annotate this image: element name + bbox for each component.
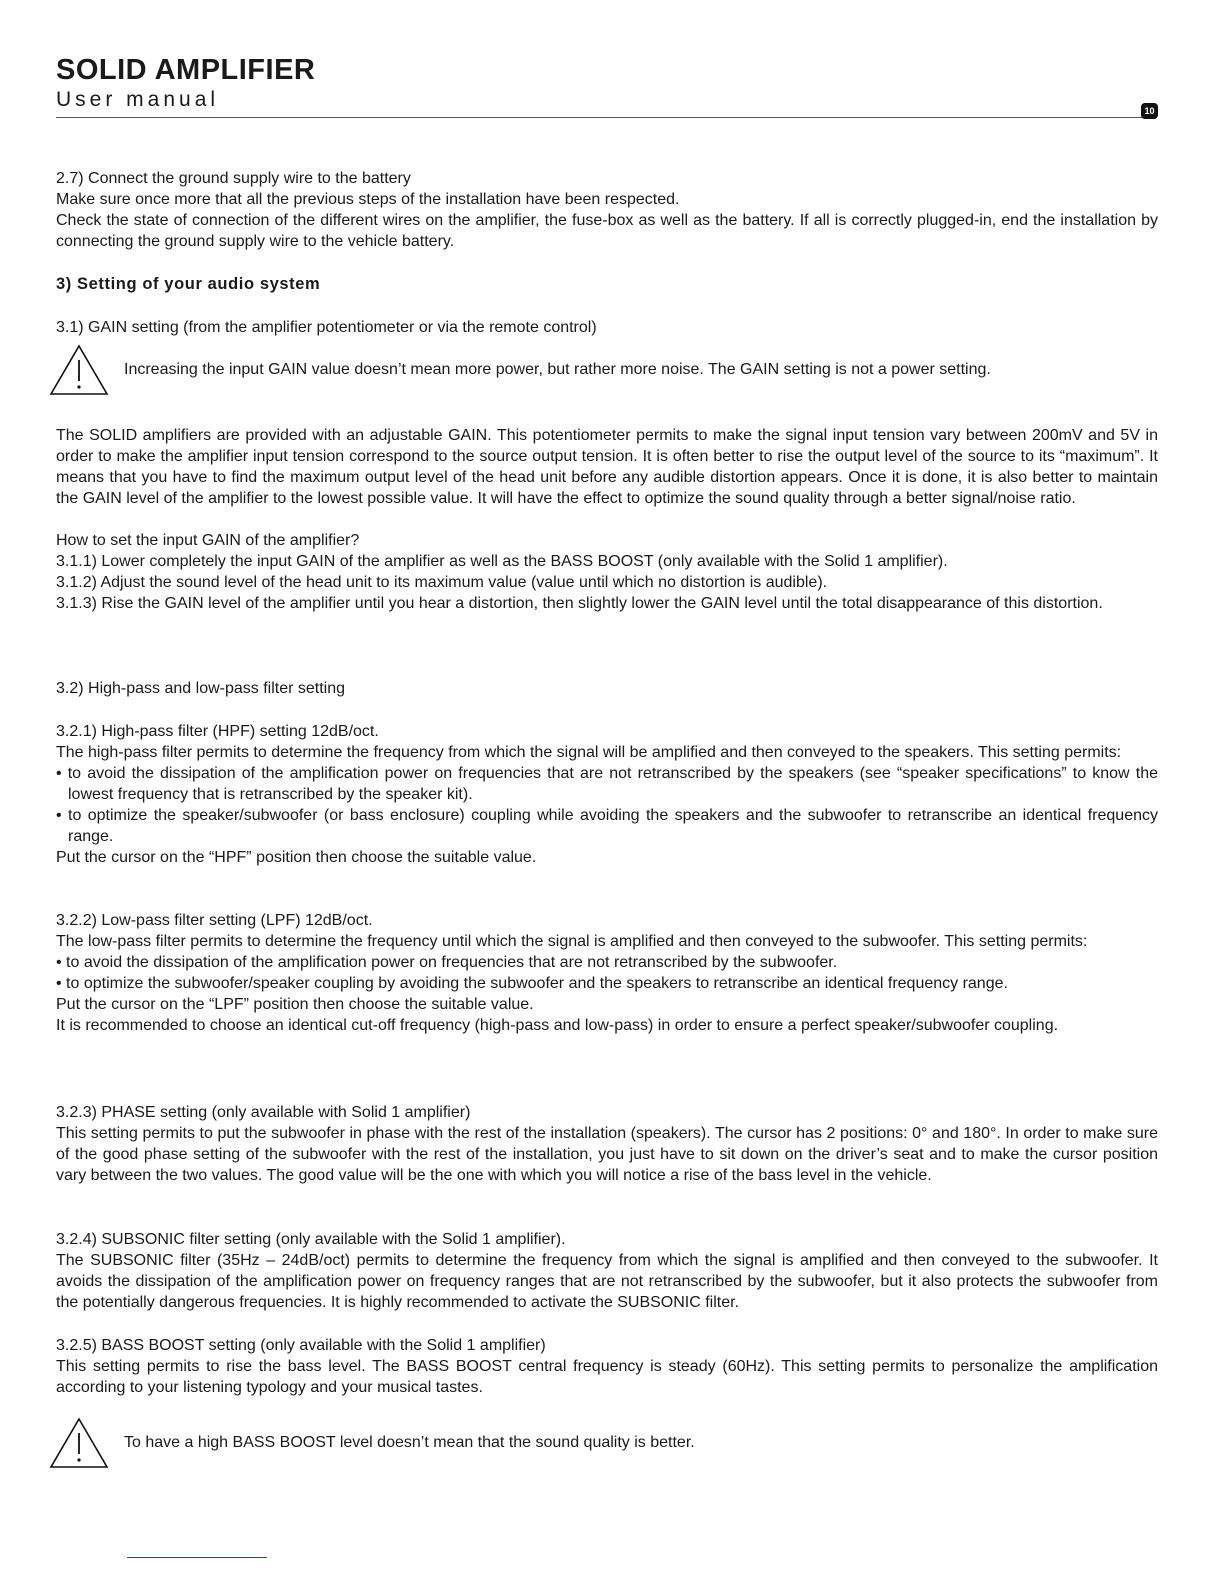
section-3-heading: 3) Setting of your audio system (56, 275, 321, 293)
section-3-2-5 (56, 1335, 1158, 1398)
document-subtitle: User manual (56, 88, 220, 111)
warning-triangle-icon (48, 1416, 110, 1470)
paragraph: Put the cursor on the “LPF” position then choose the suitable value. (56, 996, 534, 1013)
warning-bass-boost (48, 1416, 695, 1470)
bullet-item: • to optimize the subwoofer/speaker coupling by avoiding the subwoofer and the speakers to retranscribe an identical frequency range. (56, 975, 1008, 992)
paragraph: The low-pass filter permits to determine the frequency until which the signal is amplified and then conveyed to the subwoofer. This setting permits: (56, 933, 1088, 950)
section-heading: 3.2) High-pass and low-pass filter setting (56, 680, 346, 697)
header-rule (56, 117, 1156, 118)
section-3-2-2 (56, 910, 1158, 1036)
paragraph: This setting permits to rise the bass level. The BASS BOOST central frequency is steady (60Hz). This setting permits to personalize the amplification according to your listening typology and your musical tastes. (56, 1358, 1158, 1396)
section-3-1-body (56, 425, 1158, 614)
footer-rule (127, 1557, 267, 1558)
paragraph: It is recommended to choose an identical cut-off frequency (high-pass and low-pass) in order to ensure a perfect speaker/subwoofer coupling. (56, 1017, 1059, 1034)
step: 3.1.3) Rise the GAIN level of the amplifier until you hear a distortion, then slightly lower the GAIN level until the total disappearance of this distortion. (56, 595, 1103, 612)
section-2-7 (56, 168, 1158, 252)
paragraph: Put the cursor on the “HPF” position then choose the suitable value. (56, 849, 537, 866)
paragraph: Check the state of connection of the different wires on the amplifier, the fuse-box as well as the battery. If all is correctly plugged-in, end the installation by connecting the ground supply wire to the vehicle battery. (56, 212, 1158, 250)
section-heading: 3.1) GAIN setting (from the amplifier potentiometer or via the remote control) (56, 319, 597, 336)
paragraph: This setting permits to put the subwoofer in phase with the rest of the installation (speakers). The cursor has 2 positions: 0° and 180°. In order to make sure of the good phase setting of the subwoofer with the rest of the installation, you just have to sit down on the driver’s seat and to make the cursor position vary between the two values. The good value will be the one with which you will notice a rise of the bass level in the vehicle. (56, 1125, 1158, 1184)
section-heading: 3.2.3) PHASE setting (only available with Solid 1 amplifier) (56, 1104, 471, 1121)
document-title: SOLID AMPLIFIER (56, 54, 316, 86)
warning-text: Increasing the input GAIN value doesn’t mean more power, but rather more noise. The GAIN setting is not a power setting. (124, 361, 991, 378)
paragraph: How to set the input GAIN of the amplifier? (56, 532, 360, 549)
step: 3.1.2) Adjust the sound level of the head unit to its maximum value (value until which no distortion is audible). (56, 574, 828, 591)
paragraph: Make sure once more that all the previous steps of the installation have been respected. (56, 191, 680, 208)
section-heading: 2.7) Connect the ground supply wire to the battery (56, 170, 411, 187)
section-3-2-heading (56, 678, 1158, 699)
section-3-2-4 (56, 1229, 1158, 1313)
paragraph: The SUBSONIC filter (35Hz – 24dB/oct) permits to determine the frequency from which the signal is amplified and then conveyed to the subwoofer. It avoids the dissipation of the amplification power on frequency ranges that are not retranscribed by the subwoofer, but it also protects the subwoofer from the potentially dangerous frequencies. It is highly recommended to activate the SUBSONIC filter. (56, 1252, 1158, 1311)
section-heading: 3.2.5) BASS BOOST setting (only available with the Solid 1 amplifier) (56, 1337, 546, 1354)
section-heading: 3.2.4) SUBSONIC filter setting (only available with the Solid 1 amplifier). (56, 1231, 566, 1248)
section-3-2-3 (56, 1102, 1158, 1186)
page-number: 10 (1141, 103, 1158, 119)
section-3-1-heading (56, 317, 1158, 338)
section-heading: 3.2.1) High-pass filter (HPF) setting 12dB/oct. (56, 723, 379, 740)
section-heading: 3.2.2) Low-pass filter setting (LPF) 12dB/oct. (56, 912, 373, 929)
section-3-2-1 (56, 721, 1158, 868)
bullet-item: • to avoid the dissipation of the amplification power on frequencies that are not retranscribed by the speakers (see “speaker specifications” to know the lowest frequency that is retranscribed by the speaker kit). (56, 765, 1158, 803)
paragraph: The SOLID amplifiers are provided with an adjustable GAIN. This potentiometer permits to make the signal input tension vary between 200mV and 5V in order to make the amplifier input tension correspond to the source output tension. It is often better to rise the output level of the source to its “maximum”. It means that you have to find the maximum output level of the head unit before any audible distortion appears. Once it is done, it is also better to maintain the GAIN level of the amplifier to the lowest possible value. It will have the effect to optimize the sound quality through a better signal/noise ratio. (56, 427, 1158, 507)
paragraph: The high-pass filter permits to determine the frequency from which the signal will be amplified and then conveyed to the speakers. This setting permits: (56, 744, 1122, 761)
bullet-item: • to optimize the speaker/subwoofer (or bass enclosure) coupling while avoiding the speakers and the subwoofer to retranscribe an identical frequency range. (56, 807, 1158, 845)
warning-triangle-icon (48, 343, 110, 397)
bullet-item: • to avoid the dissipation of the amplification power on frequencies that are not retranscribed by the subwoofer. (56, 954, 838, 971)
warning-text: To have a high BASS BOOST level doesn’t mean that the sound quality is better. (124, 1434, 695, 1451)
step: 3.1.1) Lower completely the input GAIN of the amplifier as well as the BASS BOOST (only available with the Solid 1 amplifier). (56, 553, 948, 570)
warning-gain (48, 343, 991, 397)
